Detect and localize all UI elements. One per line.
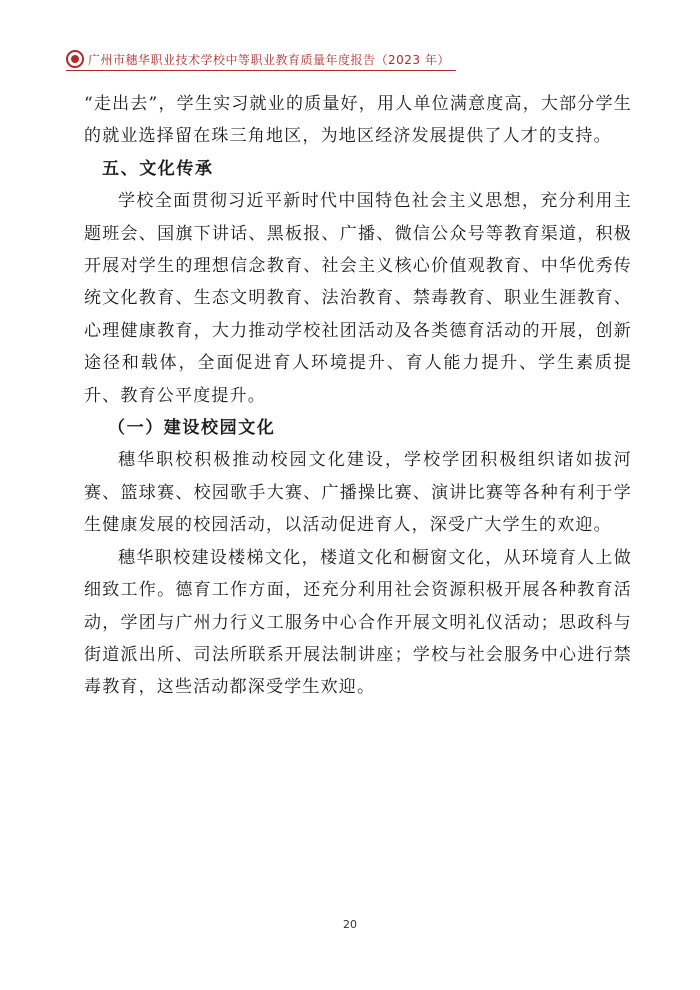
section-heading: 五、文化传承 bbox=[102, 158, 214, 179]
subsection-heading: （一）建设校园文化 bbox=[108, 418, 276, 439]
page-number: 20 bbox=[343, 918, 357, 931]
page-header bbox=[66, 46, 636, 72]
paragraph-section: 学校全面贯彻习近平新时代中国特色社会主义思想，充分利用主题班会、国旗下讲话、黑板报、广播、微信公众号等教育渠道，积极开展对学生的理想信念教育、社会主义核心价值观教育、中华优秀传统文化教育、生态文明教育、法治教育、禁毒教育、职业生涯教育、心理健康教育，大力推动学校社团活动及各类德育活动的开展，创新途径和载体，全面促进育人环境提升、育人能力提升、学生素质提升、教育公平度提升。 bbox=[84, 191, 632, 406]
paragraph-subsection-2: 穗华职校建设楼梯文化，楼道文化和橱窗文化，从环境育人上做细致工作。德育工作方面，还充分利用社会资源积极开展各种教育活动，学团与广州力行义工服务中心合作开展文明礼仪活动；思政科与街道派出所、司法所联系开展法制讲座；学校与社会服务中心进行禁毒教育，这些活动都深受学生欢迎。 bbox=[84, 547, 632, 698]
paragraph-intro: “走出去”，学生实习就业的质量好，用人单位满意度高，大部分学生的就业选择留在珠三角地区，为地区经济发展提供了人才的支持。 bbox=[84, 94, 632, 147]
document-body bbox=[84, 88, 632, 704]
paragraph-subsection-1: 穗华职校积极推动校园文化建设，学校学团积极组织诸如拔河赛、篮球赛、校园歌手大赛、广播操比赛、演讲比赛等各种有利于学生健康发展的校园活动，以活动促进育人，深受广大学生的欢迎。 bbox=[84, 450, 632, 536]
header-divider bbox=[66, 70, 456, 71]
school-logo-icon bbox=[66, 50, 84, 68]
report-title: 广州市穗华职业技术学校中等职业教育质量年度报告（2023 年） bbox=[88, 52, 450, 67]
